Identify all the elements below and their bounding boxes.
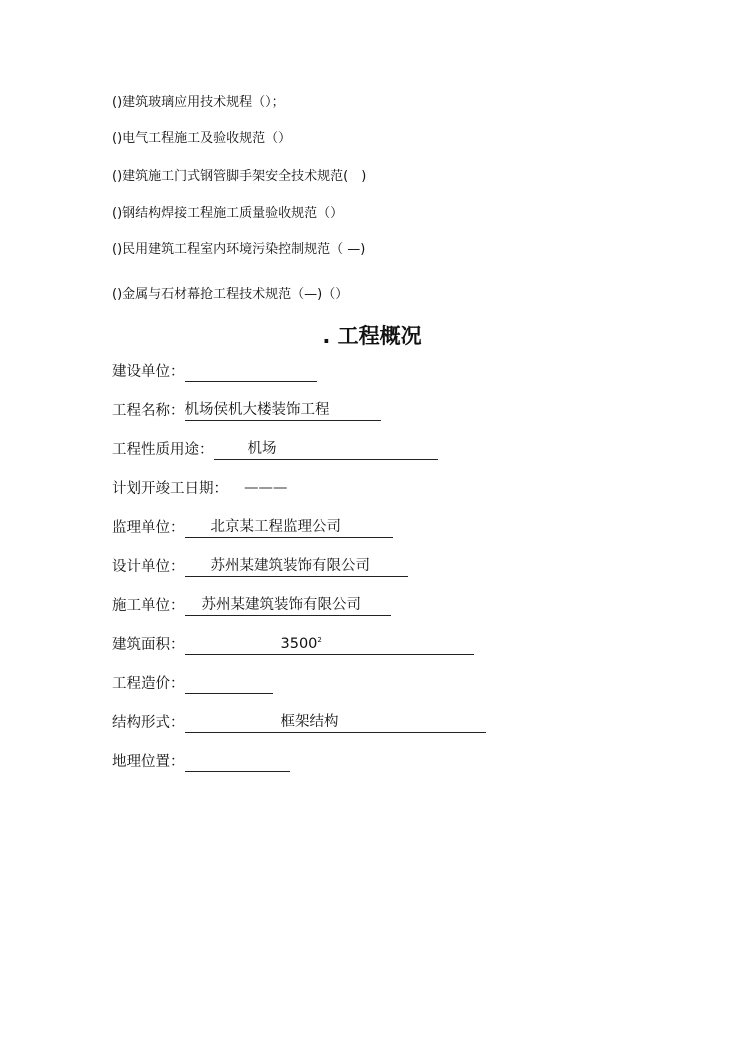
field-location: [112, 752, 290, 772]
standard-item: ()民用建筑工程室内环境污染控制规范（ —): [112, 242, 366, 257]
field-value: [185, 674, 273, 694]
field-label: 施工单位：: [112, 598, 185, 614]
field-label: 建设单位：: [112, 364, 185, 380]
field-label: 建筑面积：: [112, 637, 185, 653]
field-value: 北京某工程监理公司: [185, 518, 393, 538]
field-label: 设计单位：: [112, 559, 185, 575]
field-construction-unit: [112, 362, 317, 382]
field-label: 工程造价：: [112, 676, 185, 692]
field-area: [112, 635, 474, 655]
field-project-name: [112, 401, 381, 421]
field-contractor-unit: [112, 596, 391, 616]
field-usage: [112, 440, 438, 460]
field-label: 计划开竣工日期：: [112, 481, 228, 497]
standard-item: ()电气工程施工及验收规范（）: [112, 131, 292, 146]
field-value: 苏州某建筑装饰有限公司: [185, 557, 408, 577]
field-supervision-unit: [112, 518, 393, 538]
field-value: [185, 752, 290, 772]
field-label: 工程名称：: [112, 403, 185, 419]
field-value: 苏州某建筑装饰有限公司: [185, 596, 391, 616]
field-design-unit: [112, 557, 408, 577]
field-value: [185, 362, 317, 382]
field-structure: [112, 713, 486, 733]
field-value: 框架结构: [185, 713, 486, 733]
area-number: 3500: [280, 636, 318, 652]
field-label: 监理单位：: [112, 520, 185, 536]
field-label: 地理位置：: [112, 754, 185, 770]
field-schedule: [112, 479, 288, 499]
field-value: [185, 635, 474, 655]
standard-item: ()建筑玻璃应用技术规程（）；: [112, 95, 285, 110]
standard-item: ()金属与石材幕抢工程技术规范（—)（）: [112, 287, 349, 302]
field-value: 机场: [214, 440, 438, 460]
section-title: . 工程概况: [322, 324, 422, 348]
field-cost: [112, 674, 273, 694]
field-value: ———: [244, 480, 288, 496]
area-unit-superscript: 2: [317, 636, 322, 644]
field-label: 工程性质用途：: [112, 442, 214, 458]
standard-item: ()钢结构焊接工程施工质量验收规范（）: [112, 206, 344, 221]
field-label: 结构形式：: [112, 715, 185, 731]
field-value: 机场侯机大楼装饰工程: [185, 401, 381, 421]
standard-item: ()建筑施工门式钢管脚手架安全技术规范( ): [112, 169, 367, 184]
